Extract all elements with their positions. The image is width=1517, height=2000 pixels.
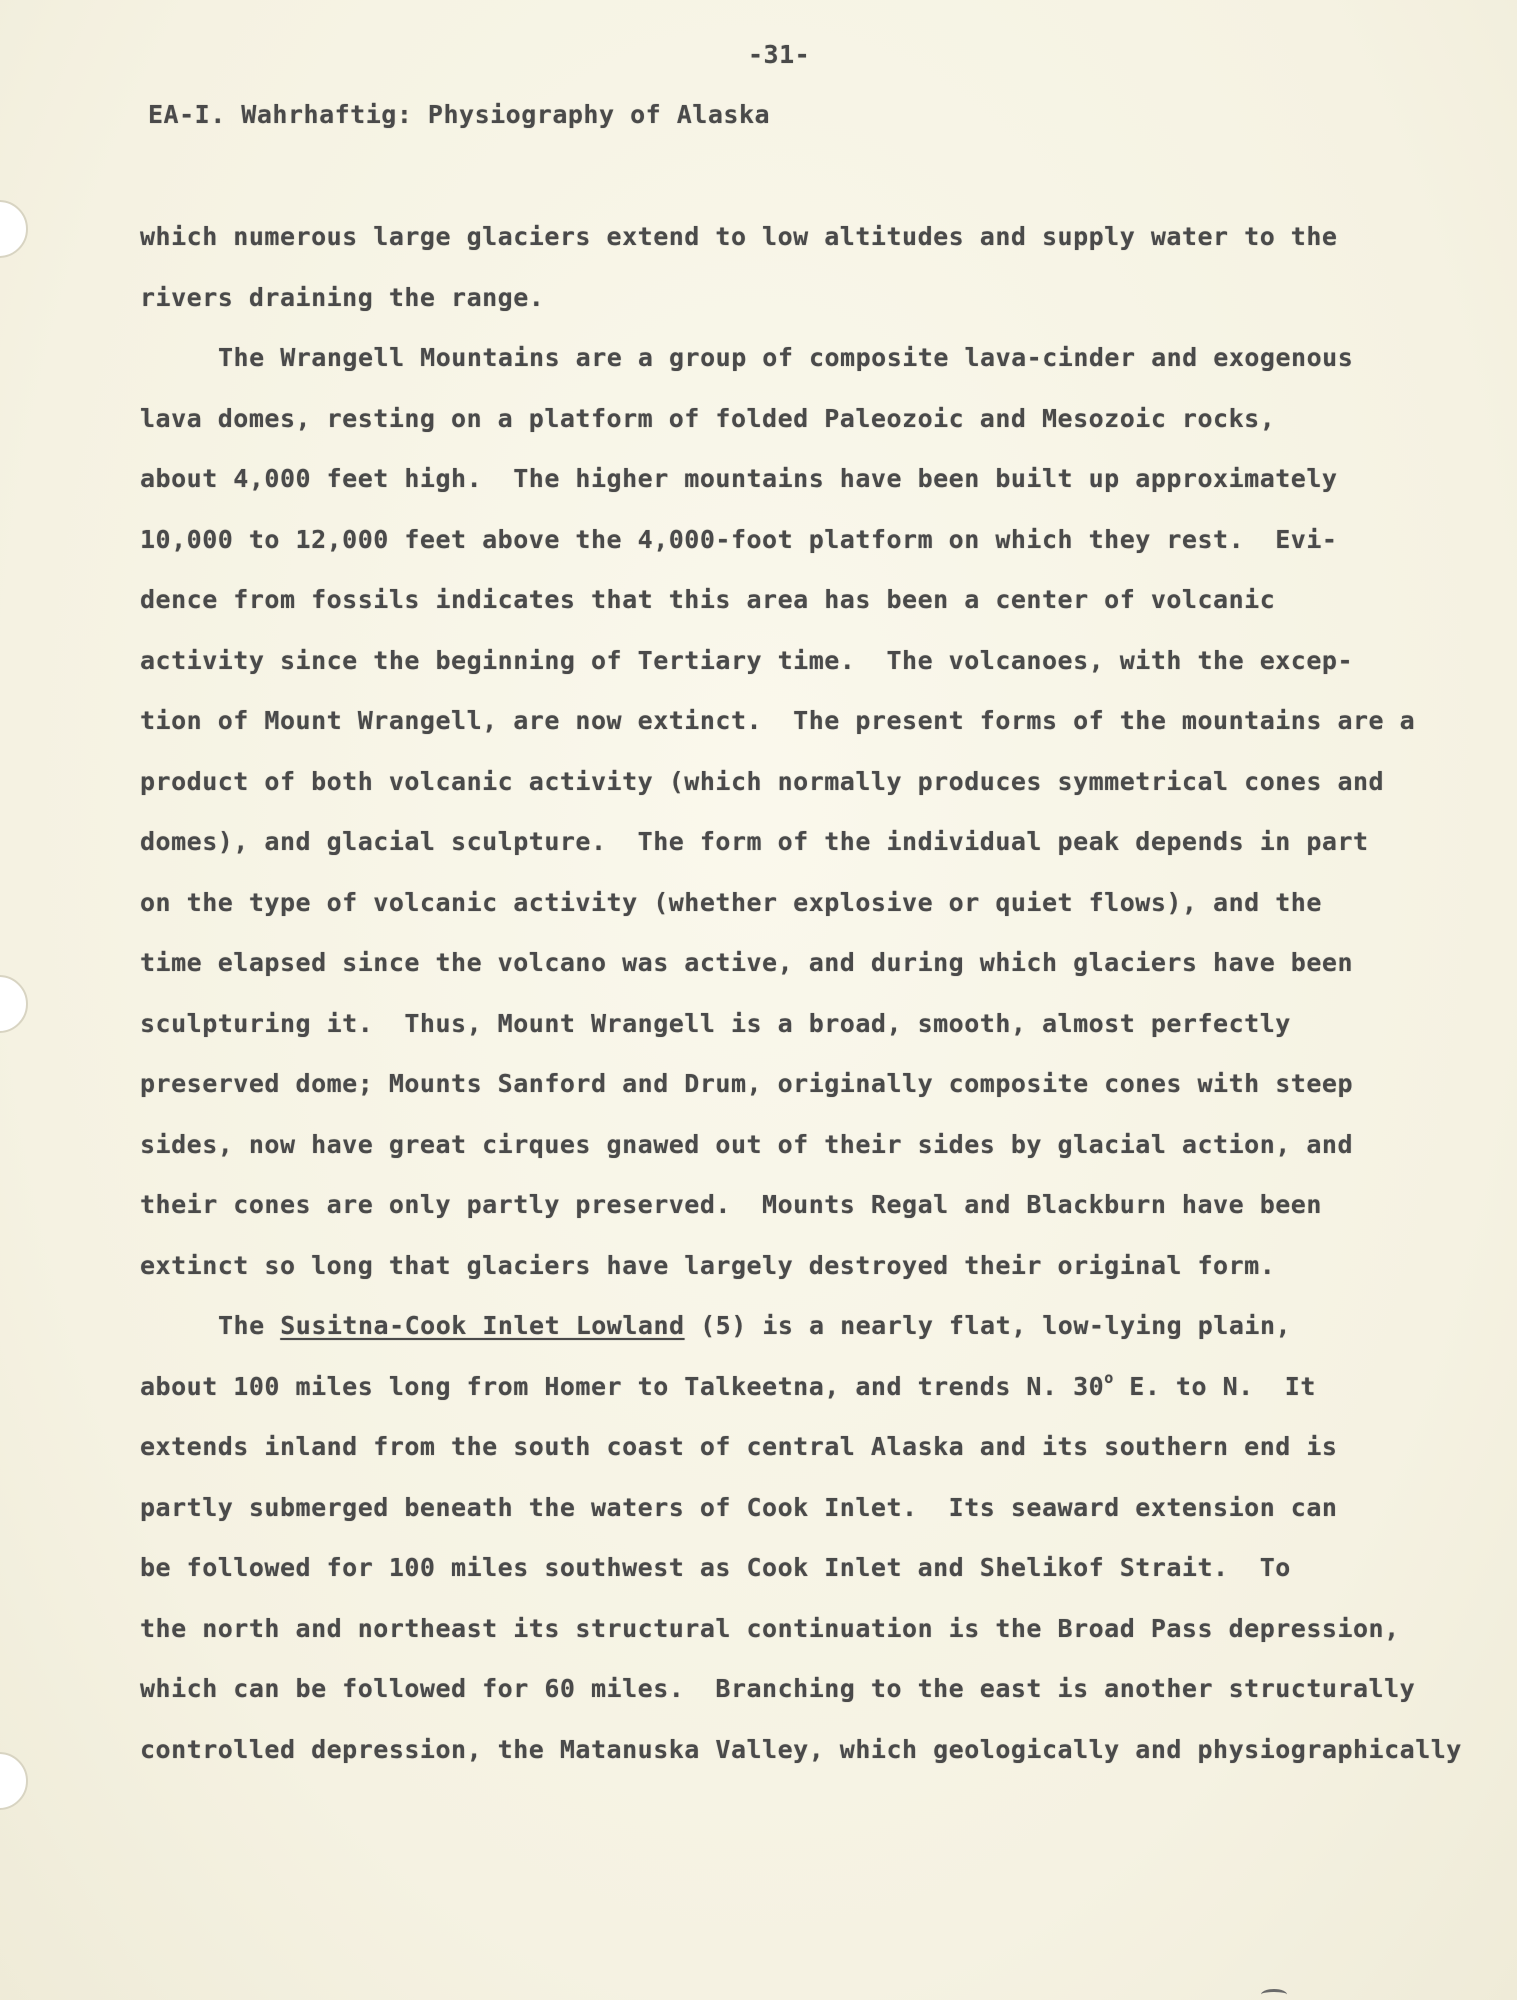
text-line: product of both volcanic activity (which normally produces symmetrical cones and bbox=[140, 766, 1385, 796]
text-line: sculpturing it. Thus, Mount Wrangell is a broad, smooth, almost perfectly bbox=[140, 1008, 1291, 1038]
text-line: about 4,000 feet high. The higher mountains have been built up approximately bbox=[140, 464, 1338, 493]
page-number: -31- bbox=[748, 40, 811, 69]
text-line: which numerous large glaciers extend to low altitudes and supply water to the bbox=[140, 222, 1338, 251]
text-line: be followed for 100 miles southwest as Cook Inlet and Shelikof Strait. To bbox=[140, 1553, 1291, 1582]
text-line: extends inland from the south coast of central Alaska and its southern end is bbox=[140, 1432, 1338, 1461]
text-segment: The bbox=[218, 1311, 281, 1340]
punch-hole bbox=[0, 200, 28, 258]
text-segment: (5) is a nearly flat, low-lying plain, bbox=[684, 1311, 1292, 1340]
text-line: lava domes, resting on a platform of folded Paleozoic and Mesozoic rocks, bbox=[140, 403, 1276, 433]
underlined-term: Susitna-Cook Inlet Lowland bbox=[280, 1311, 685, 1340]
text-line: which can be followed for 60 miles. Branching to the east is another structurally bbox=[140, 1674, 1416, 1703]
text-line: rivers draining the range. bbox=[140, 282, 545, 312]
body-text bbox=[140, 222, 1460, 1795]
text-line bbox=[140, 1368, 1460, 1433]
paragraph-start-line bbox=[140, 1311, 1460, 1372]
page-corner-mark bbox=[1261, 1989, 1287, 2000]
text-line: sides, now have great cirques gnawed out of their sides by glacial action, and bbox=[140, 1129, 1353, 1159]
text-line: extinct so long that glaciers have largely destroyed their original form. bbox=[140, 1250, 1276, 1280]
paragraph-start-line: The Wrangell Mountains are a group of composite lava-cinder and exogenous bbox=[218, 343, 1354, 372]
running-head: EA-I. Wahrhaftig: Physiography of Alaska bbox=[148, 100, 771, 129]
degree-sign: o bbox=[1104, 1368, 1114, 1387]
text-line: on the type of volcanic activity (whether explosive or quiet flows), and the bbox=[140, 887, 1322, 917]
text-line: their cones are only partly preserved. Mounts Regal and Blackburn have been bbox=[140, 1190, 1322, 1219]
text-line: controlled depression, the Matanuska Valley, which geologically and physiographically bbox=[140, 1734, 1462, 1764]
punch-hole bbox=[0, 1752, 28, 1810]
text-line: dence from fossils indicates that this area has been a center of volcanic bbox=[140, 585, 1276, 614]
text-line: tion of Mount Wrangell, are now extinct. The present forms of the mountains are a bbox=[140, 706, 1416, 735]
punch-hole bbox=[0, 975, 28, 1033]
text-line: activity since the beginning of Tertiary time. The volcanoes, with the excep- bbox=[140, 645, 1353, 675]
text-segment: about 100 miles long from Homer to Talkeetna, and trends N. 30 bbox=[140, 1371, 1105, 1401]
text-line: time elapsed since the volcano was active, and during which glaciers have been bbox=[140, 948, 1353, 977]
text-line: partly submerged beneath the waters of Cook Inlet. Its seaward extension can bbox=[140, 1492, 1338, 1522]
text-line: domes), and glacial sculpture. The form of the individual peak depends in part bbox=[140, 827, 1369, 856]
text-line: 10,000 to 12,000 feet above the 4,000-foot platform on which they rest. Evi- bbox=[140, 524, 1338, 554]
text-line: preserved dome; Mounts Sanford and Drum, originally composite cones with steep bbox=[140, 1069, 1353, 1098]
text-segment: E. to N. It bbox=[1113, 1371, 1316, 1401]
text-line: the north and northeast its structural continuation is the Broad Pass depression, bbox=[140, 1613, 1400, 1643]
